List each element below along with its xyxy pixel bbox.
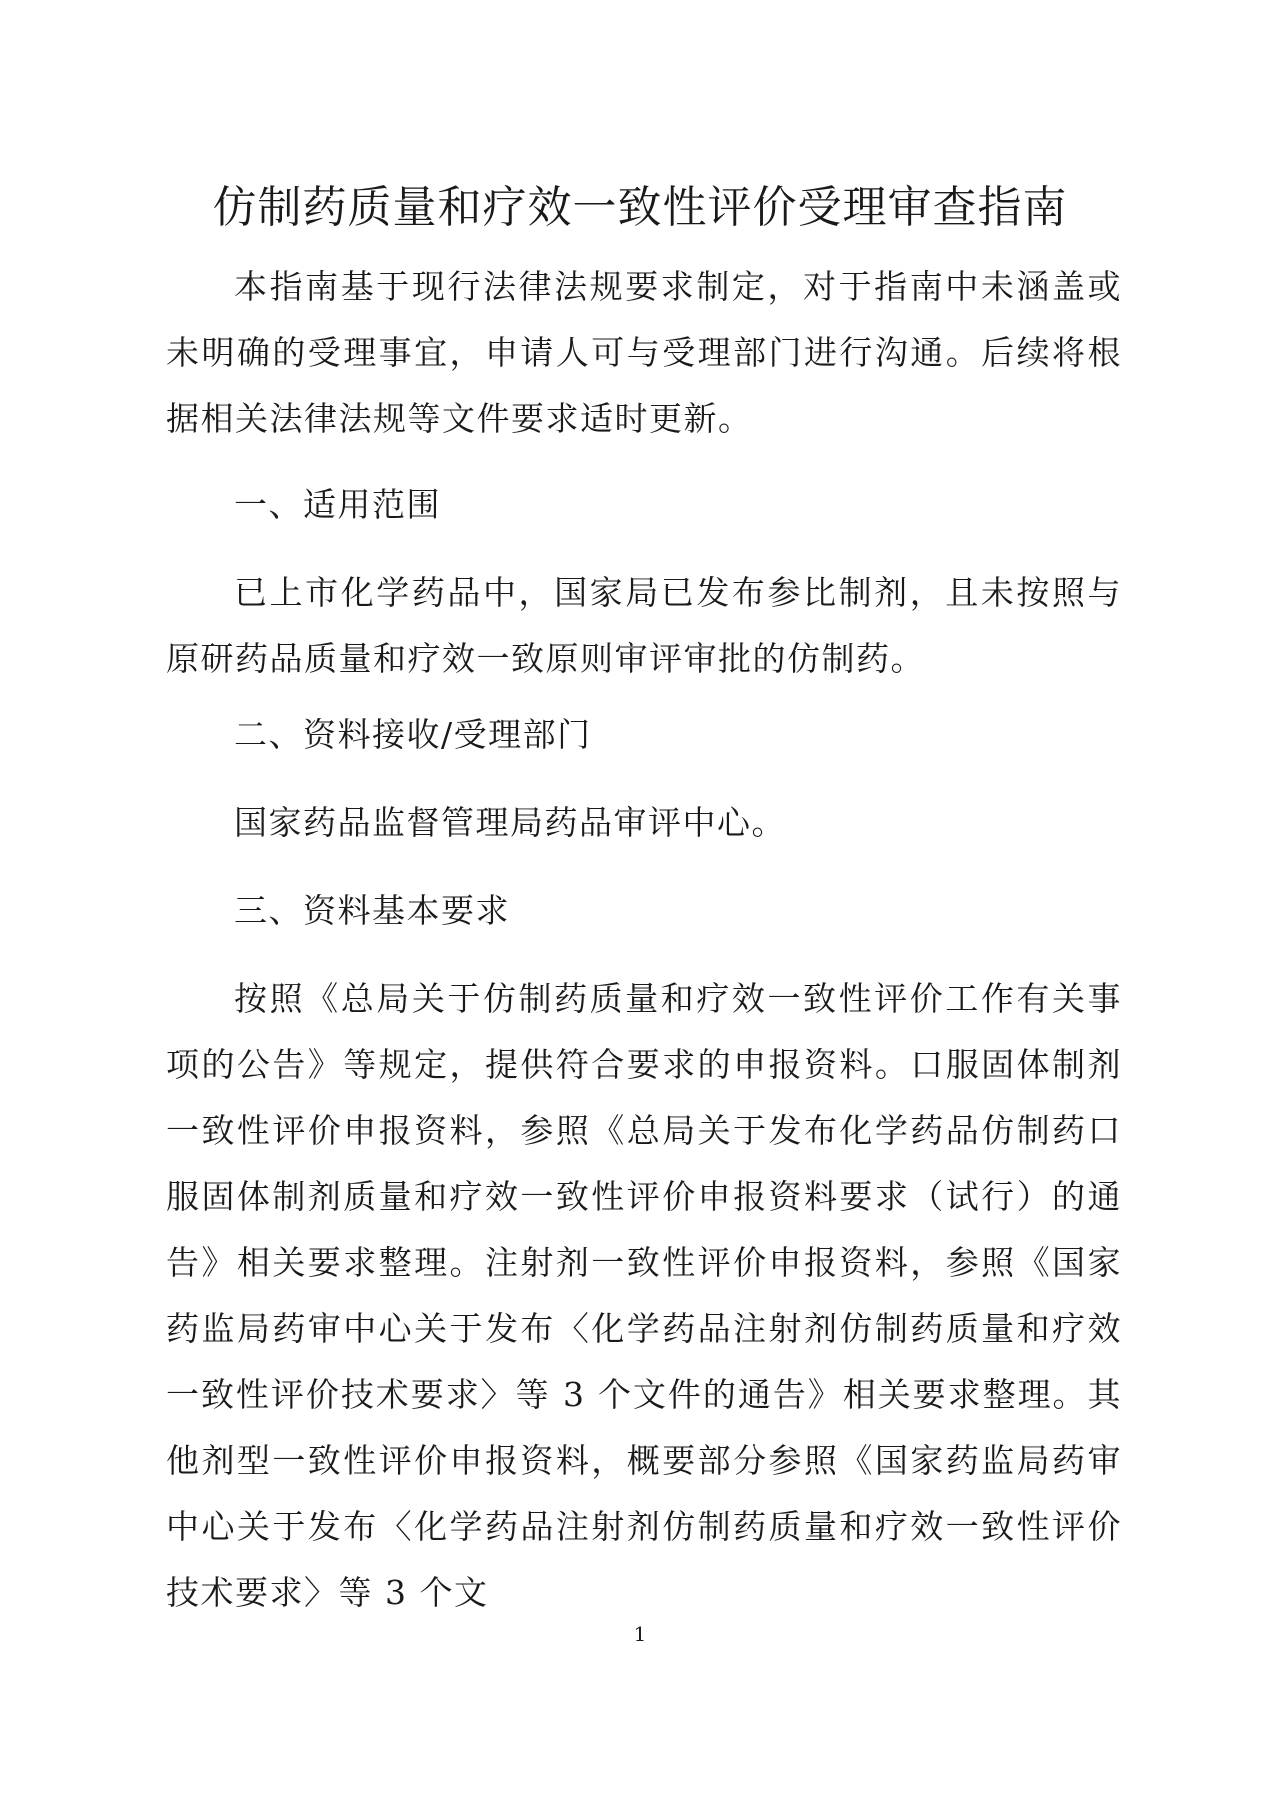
section-heading-department: 二、资料接收/受理部门	[234, 715, 592, 754]
document-title: 仿制药质量和疗效一致性评价受理审查指南	[212, 182, 1068, 233]
section-body-scope: 已上市化学药品中，国家局已发布参比制剂，且未按照与原研药品质量和疗效一致原则审评审批的仿制药。	[166, 573, 1122, 678]
section-heading-scope: 一、适用范围	[234, 485, 441, 524]
page-number: 1	[633, 1622, 647, 1646]
section-heading-requirements: 三、资料基本要求	[234, 891, 510, 930]
section-body-requirements: 按照《总局关于仿制药质量和疗效一致性评价工作有关事项的公告》等规定，提供符合要求的申报资料。口服固体制剂一致性评价申报资料，参照《总局关于发布化学药品仿制药口服固体制剂质量和疗效一致性评价申报资料要求（试行）的通告》相关要求整理。注射剂一致性评价申报资料，参照《国家药监局药审中心关于发布〈化学药品注射剂仿制药质量和疗效一致性评价技术要求〉等 3 个文件的通告》相关要求整理。其他剂型一致性评价申报资料，概要部分参照《国家药监局药审中心关于发布〈化学药品注射剂仿制药质量和疗效一致性评价技术要求〉等 3 个文	[166, 979, 1122, 1612]
intro-paragraph: 本指南基于现行法律法规要求制定，对于指南中未涵盖或未明确的受理事宜，申请人可与受理部门进行沟通。后续将根据相关法律法规等文件要求适时更新。	[166, 267, 1122, 438]
section-body-department: 国家药品监督管理局药品审评中心。	[234, 803, 786, 842]
